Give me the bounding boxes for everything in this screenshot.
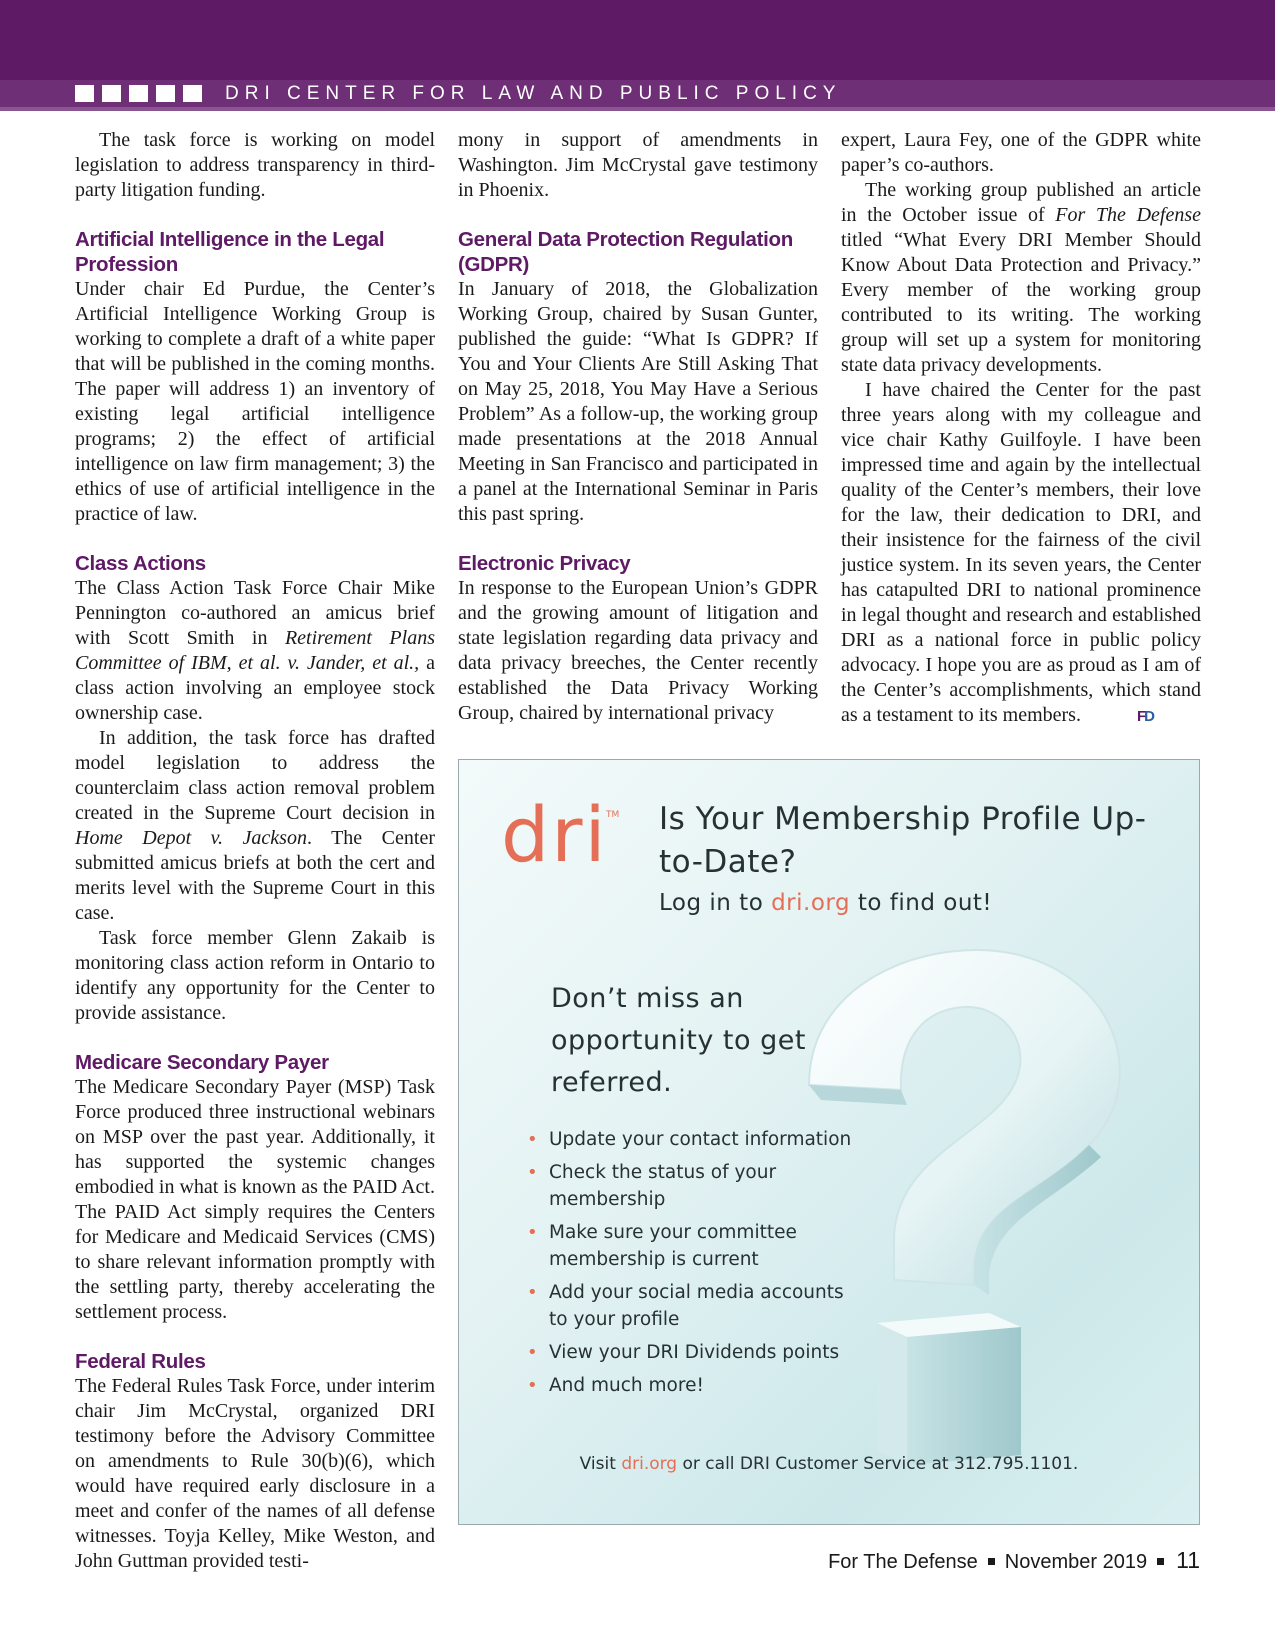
- heading-federal-rules: Federal Rules: [75, 1350, 206, 1373]
- paragraph: In January of 2018, the Globalization Working Group, chaired by Susan Gunter, published the guide: “What Is GDPR? If You and Your Clients Are Still Asking That on May 25, 2018, You May Have a Serious Problem” As a follow-up, the working group made presentations at the 2018 Annual Meeting in San Francisco and participated in a panel at the International Seminar in Paris this past spring.: [458, 278, 818, 525]
- paragraph: In addition, the task force has drafted model legislation to address the counterclaim class action removal problem created in the Supreme Court decision in Home Depot v. Jackson. The Center submitted amicus briefs at both the cert and merits level with the Supreme Court in this case.: [75, 727, 435, 924]
- issue-date: November 2019: [1004, 1551, 1148, 1573]
- heading-medicare-secondary-payer: Medicare Secondary Payer: [75, 1051, 329, 1074]
- dri-logo: dri: [501, 790, 608, 879]
- heading-artificial-intelligence: Artificial Intelligence in the Legal Profession: [75, 228, 385, 276]
- case-name: Home Depot v. Jackson: [75, 827, 307, 849]
- heading-class-actions: Class Actions: [75, 552, 206, 575]
- heading-electronic-privacy: Electronic Privacy: [458, 552, 631, 575]
- trademark: TM: [606, 810, 620, 820]
- column-3: [841, 128, 1201, 729]
- membership-advertisement: [458, 759, 1200, 1525]
- heading-gdpr: General Data Protection Regulation (GDPR): [458, 228, 793, 276]
- decorative-squares: [75, 85, 202, 102]
- list-item: • And much more!: [527, 1372, 857, 1399]
- ad-footer: Visit dri.org or call DRI Customer Service at 312.795.1101.: [579, 1454, 1079, 1474]
- dri-link[interactable]: dri.org: [621, 1454, 678, 1474]
- column-1: [75, 128, 435, 1574]
- paragraph: In response to the European Union’s GDPR and the growing amount of litigation and state legislation regarding data privacy and data privacy breeches, the Center recently established the Data Privacy Working Group, chaired by international privacy: [458, 577, 818, 724]
- list-item: • Add your social media accounts to your profile: [527, 1279, 857, 1333]
- paragraph: The working group published an article in the October issue of For The Defense titled “What Every DRI Member Should Know About Data Protection and Privacy.” Every member of the working group contributed to its writing. The working group will set up a system for monitoring state data privacy developments.: [841, 179, 1201, 376]
- ad-subheadline: Log in to dri.org to find out!: [659, 890, 993, 916]
- paragraph: expert, Laura Fey, one of the GDPR white paper’s co-authors.: [841, 129, 1201, 176]
- page-number: 11: [1176, 1547, 1200, 1573]
- dri-link[interactable]: dri.org: [771, 890, 851, 916]
- bullet-icon: •: [527, 1222, 538, 1243]
- section-title: DRI CENTER FOR LAW AND PUBLIC POLICY: [225, 83, 842, 104]
- paragraph: The task force is working on model legislation to address transparency in third-party litigation funding.: [75, 129, 435, 201]
- journal-title: For The Defense: [1055, 204, 1201, 226]
- ad-headline: Is Your Membership Profile Up-to-Date?: [659, 801, 1147, 880]
- ad-tagline: Don’t miss an opportunity to get referred.: [551, 983, 806, 1098]
- bullet-icon: •: [527, 1282, 538, 1303]
- list-item: • Make sure your committee membership is current: [527, 1219, 857, 1273]
- bullet-icon: •: [527, 1342, 538, 1363]
- paragraph: The Medicare Secondary Payer (MSP) Task Force produced three instructional webinars on MSP over the past year. Additionally, it has supported the systemic changes embodied in what is known as the PAID Act. The PAID Act simply requires the Centers for Medicare and Medicaid Services (CMS) to share relevant information promptly with the settling party, thereby accelerating the settlement process.: [75, 1076, 435, 1323]
- case-name: Retirement Plans Committee of IBM, et al. v. Jander, et al.,: [75, 627, 435, 674]
- paragraph: Under chair Ed Purdue, the Center’s Artificial Intelligence Working Group is working to complete a draft of a white paper that will be published in the coming months. The paper will address 1) an inventory of existing legal artificial intelligence programs; 2) the effect of artificial intelligence on law firm management; 3) the ethics of use of artificial intelligence in the practice of law.: [75, 278, 435, 525]
- section-strip: [0, 80, 1275, 111]
- paragraph: The Class Action Task Force Chair Mike Pennington co-authored an amicus brief with Scott Smith in Retirement Plans Committee of IBM, et al. v. Jander, et al., a class action involving an employee stock ownership case.: [75, 577, 435, 724]
- bullet-icon: •: [527, 1375, 538, 1396]
- end-mark-icon: FD: [1136, 708, 1153, 725]
- list-item: • Check the status of your membership: [527, 1159, 857, 1213]
- list-item: • View your DRI Dividends points: [527, 1339, 857, 1366]
- paragraph: The Federal Rules Task Force, under interim chair Jim McCrystal, organized DRI testimony before the Advisory Committee on amendments to Rule 30(b)(6), which would have required early disclosure in a meet and confer of the names of all defense witnesses. Toyja Kelley, Mike Weston, and John Guttman provided testi-: [75, 1375, 435, 1572]
- paragraph: I have chaired the Center for the past three years along with my colleague and vice chair Kathy Guilfoyle. I have been impressed time and again by the intellectual quality of the Center’s members, their love for the law, their dedication to DRI, and their insistence for the fairness of the civil justice system. In its seven years, the Center has catapulted DRI to national prominence in legal thought and research and established DRI as a national force in public policy advocacy. I hope you are as proud as I am of the Center’s accomplishments, which stand as a testament to its members. FD: [841, 378, 1201, 729]
- page-footer: [828, 1547, 1200, 1575]
- publication-name: For The Defense: [828, 1551, 978, 1573]
- paragraph: mony in support of amendments in Washington. Jim McCrystal gave testimony in Phoenix.: [458, 129, 818, 201]
- column-2: [458, 128, 818, 726]
- list-item: • Update your contact information: [527, 1126, 857, 1153]
- ad-bullet-list: [527, 1126, 857, 1405]
- top-banner: [0, 0, 1275, 80]
- bullet-icon: •: [527, 1162, 538, 1183]
- bullet-icon: •: [527, 1129, 538, 1150]
- paragraph: Task force member Glenn Zakaib is monitoring class action reform in Ontario to identify any opportunity for the Center to provide assistance.: [75, 927, 435, 1024]
